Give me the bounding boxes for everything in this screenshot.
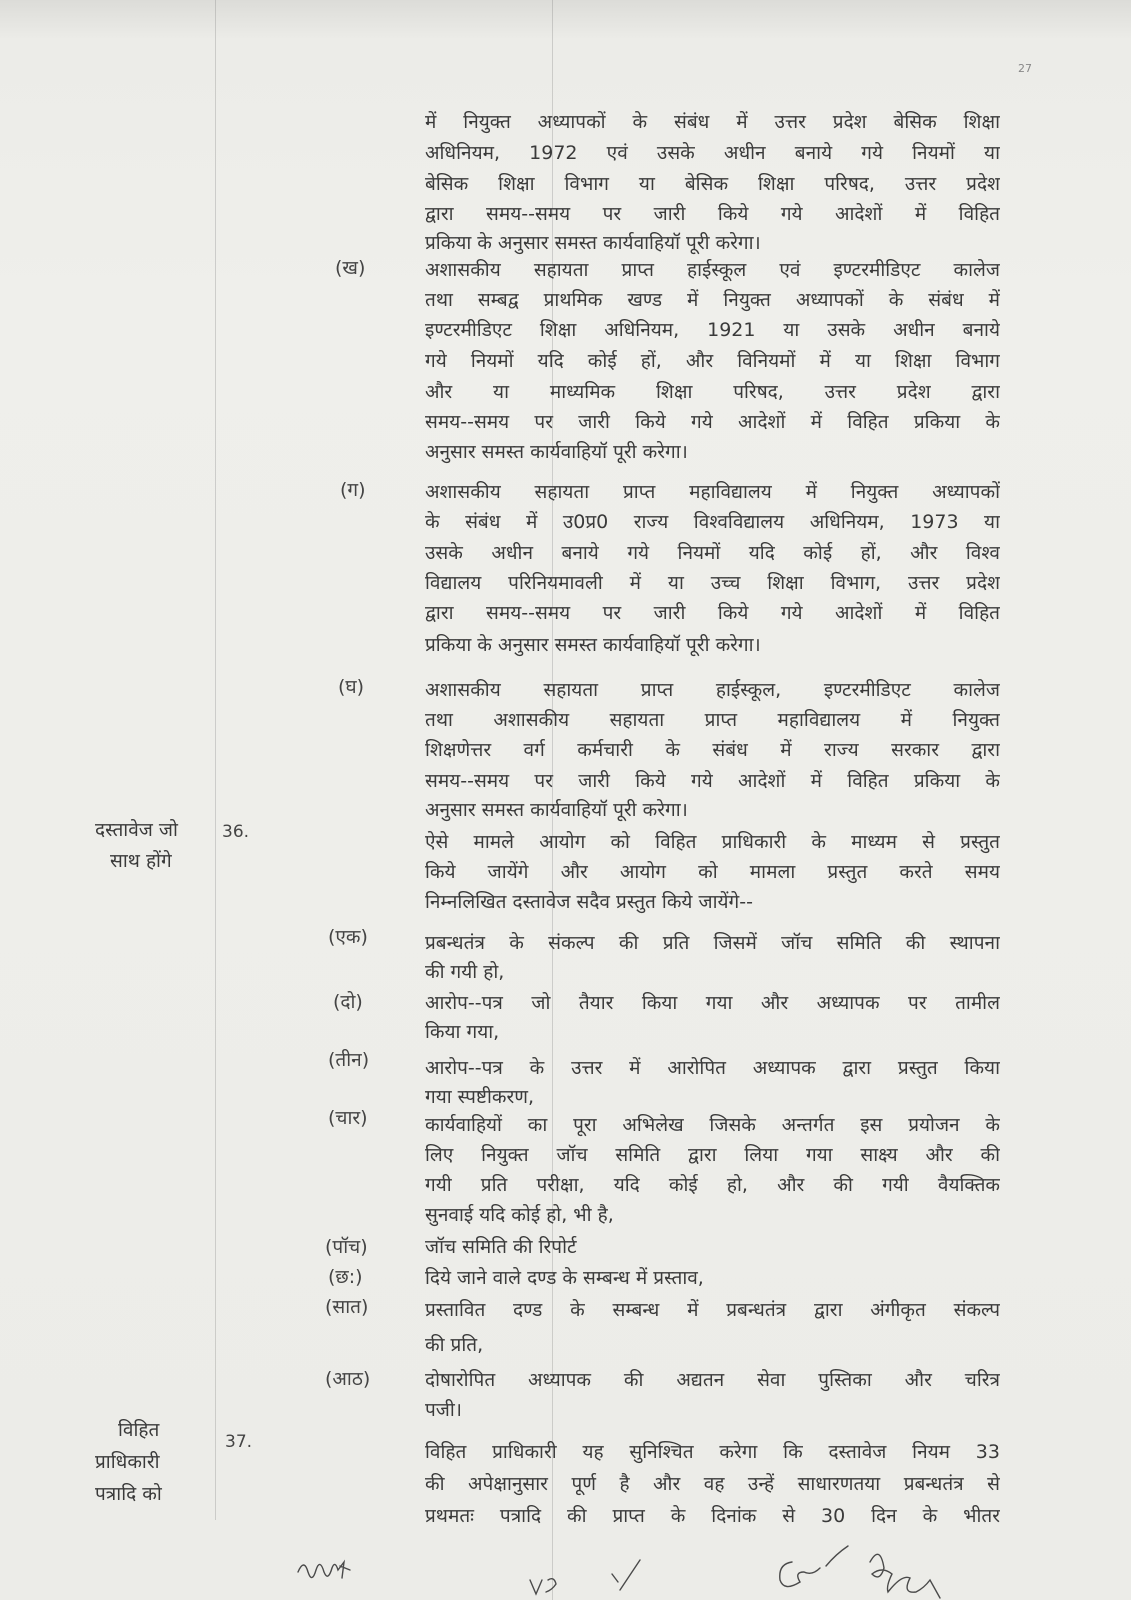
item-ek-line: प्रबन्धतंत्र के संकल्प की प्रति जिसमें जॉच समिति की स्थापना <box>425 932 1000 954</box>
intro-line: द्वारा समय--समय पर जारी किये गये आदेशों में विहित <box>425 203 1000 225</box>
scan-fold-line-left <box>215 0 216 1520</box>
item-saat-line: प्रस्तावित दण्ड के सम्बन्ध में प्रबन्धतंत्र द्वारा अंगीकृत संकल्प <box>425 1299 1000 1321</box>
signature-initials-right <box>780 1546 940 1598</box>
clause-kha-line: तथा सम्बद्व प्राथमिक खण्ड में नियुक्त अध्यापकों के संबंध में <box>425 289 1000 311</box>
rule36-line: निम्नलिखित दस्तावेज सदैव प्रस्तुत किये जायेंगे-- <box>425 891 753 913</box>
item-teen-line: आरोप--पत्र के उत्तर में आरोपित अध्यापक द्वारा प्रस्तुत किया <box>425 1057 1000 1079</box>
item-aath-line: दोषारोपित अध्यापक की अद्यतन सेवा पुस्तिका और चरित्र <box>425 1369 1000 1391</box>
clause-ga-line: अशासकीय सहायता प्राप्त महाविद्यालय में नियुक्त अध्यापकों <box>425 481 1000 503</box>
rule37-margin-heading: पत्रादि को <box>95 1483 162 1505</box>
clause-gha-line: शिक्षणेत्तर वर्ग कर्मचारी के संबंध में राज्य सरकार द्वारा <box>425 739 1000 761</box>
item-chaar-line: लिए नियुक्त जॉच समिति द्वारा लिया गया साक्ष्य और की <box>425 1144 1000 1166</box>
rule37-line: की अपेक्षानुसार पूर्ण है और वह उन्हें साधारणतया प्रबन्धतंत्र से <box>425 1473 1000 1495</box>
rule36-line: ऐसे मामले आयोग को विहित प्राधिकारी के माध्यम से प्रस्तुत <box>425 831 1000 853</box>
item-do-label: (दो) <box>333 991 363 1013</box>
rule36-line: किये जायेंगे और आयोग को मामला प्रस्तुत करते समय <box>425 861 1000 883</box>
item-do-line: आरोप--पत्र जो तैयार किया गया और अध्यापक पर तामील <box>425 992 1000 1014</box>
clause-kha-line: समय--समय पर जारी किये गये आदेशों में विहित प्रकिया के <box>425 411 1000 433</box>
rule37-margin-heading: प्राधिकारी <box>95 1451 160 1473</box>
intro-line: प्रकिया के अनुसार समस्त कार्यवाहियॉ पूरी करेगा। <box>425 232 761 254</box>
item-saat-line: की प्रति, <box>425 1334 484 1356</box>
signature-initials-center <box>530 1579 556 1594</box>
intro-line: में नियुक्त अध्यापकों के संबंध में उत्तर प्रदेश बेसिक शिक्षा <box>425 111 1000 133</box>
item-paanch-line: जॉच समिति की रिपोर्ट <box>425 1236 577 1258</box>
clause-gha-line: अशासकीय सहायता प्राप्त हाईस्कूल, इण्टरमीडिएट कालेज <box>425 679 1000 701</box>
clause-kha-line: अशासकीय सहायता प्राप्त हाईस्कूल एवं इण्टरमीडिएट कालेज <box>425 259 1000 281</box>
rule36-number: 36. <box>222 822 250 842</box>
clause-gha-label: (घ) <box>338 676 365 698</box>
signature-initials-left <box>298 1562 350 1578</box>
clause-ga-line: के संबंध में उ0प्र0 राज्य विश्वविद्यालय अधिनियम, 1973 या <box>425 511 1000 533</box>
handwritten-signatures <box>0 1520 1131 1600</box>
item-teen-line: गया स्पष्टीकरण, <box>425 1086 535 1108</box>
rule37-number: 37. <box>225 1432 253 1452</box>
clause-gha-line: समय--समय पर जारी किये गये आदेशों में विहित प्रकिया के <box>425 770 1000 792</box>
item-aath-label: (आठ) <box>325 1368 371 1390</box>
item-saat-label: (सात) <box>325 1296 369 1318</box>
clause-kha-line: गये नियमों यदि कोई हों, और विनियमों में या शिक्षा विभाग <box>425 350 1000 372</box>
clause-ga-label: (ग) <box>340 479 366 501</box>
item-paanch-label: (पॉच) <box>325 1236 368 1258</box>
item-chaar-line: कार्यवाहियों का पूरा अभिलेख जिसके अन्तर्गत इस प्रयोजन के <box>425 1114 1000 1136</box>
item-ek-label: (एक) <box>328 926 368 948</box>
intro-line: अधिनियम, 1972 एवं उसके अधीन बनाये गये नियमों या <box>425 142 1000 164</box>
item-do-line: किया गया, <box>425 1021 500 1043</box>
item-chaar-line: सुनवाई यदि कोई हो, भी है, <box>425 1204 614 1226</box>
item-aath-line: पजी। <box>425 1399 463 1421</box>
rule37-margin-heading: विहित <box>118 1419 160 1441</box>
clause-gha-line: अनुसार समस्त कार्यवाहियॉ पूरी करेगा। <box>425 799 688 821</box>
page-number: 27 <box>1018 62 1032 75</box>
rule36-margin-heading: दस्तावेज जो <box>95 819 178 841</box>
signature-slash <box>612 1560 640 1590</box>
item-teen-label: (तीन) <box>328 1049 370 1071</box>
clause-kha-line: और या माध्यमिक शिक्षा परिषद, उत्तर प्रदेश द्वारा <box>425 381 1000 403</box>
clause-kha-label: (ख) <box>335 257 366 279</box>
item-chaar-line: गयी प्रति परीक्षा, यदि कोई हो, और की गयी वैयक्तिक <box>425 1174 1000 1196</box>
rule37-line: प्रथमतः पत्रादि की प्राप्त के दिनांक से 30 दिन के भीतर <box>425 1505 1000 1527</box>
clause-kha-line: अनुसार समस्त कार्यवाहियॉ पूरी करेगा। <box>425 441 688 463</box>
item-chhah-line: दिये जाने वाले दण्ड के सम्बन्ध में प्रस्ताव, <box>425 1267 704 1289</box>
clause-ga-line: द्वारा समय--समय पर जारी किये गये आदेशों में विहित <box>425 602 1000 624</box>
clause-gha-line: तथा अशासकीय सहायता प्राप्त महाविद्यालय में नियुक्त <box>425 709 1000 731</box>
clause-ga-line: प्रकिया के अनुसार समस्त कार्यवाहियॉ पूरी करेगा। <box>425 634 761 656</box>
clause-kha-line: इण्टरमीडिएट शिक्षा अधिनियम, 1921 या उसके अधीन बनाये <box>425 319 1000 341</box>
rule36-margin-heading: साथ होंगे <box>110 850 172 872</box>
intro-line: बेसिक शिक्षा विभाग या बेसिक शिक्षा परिषद, उत्तर प्रदेश <box>425 173 1000 195</box>
item-chhah-label: (छ:) <box>328 1266 363 1288</box>
clause-ga-line: उसके अधीन बनाये गये नियमों यदि कोई हों, और विश्व <box>425 542 1000 564</box>
item-chaar-label: (चार) <box>328 1107 368 1129</box>
rule37-line: विहित प्राधिकारी यह सुनिश्चित करेगा कि दस्तावेज नियम 33 <box>425 1441 1000 1463</box>
item-ek-line: की गयी हो, <box>425 961 505 983</box>
clause-ga-line: विद्यालय परिनियमावली में या उच्च शिक्षा विभाग, उत्तर प्रदेश <box>425 572 1000 594</box>
